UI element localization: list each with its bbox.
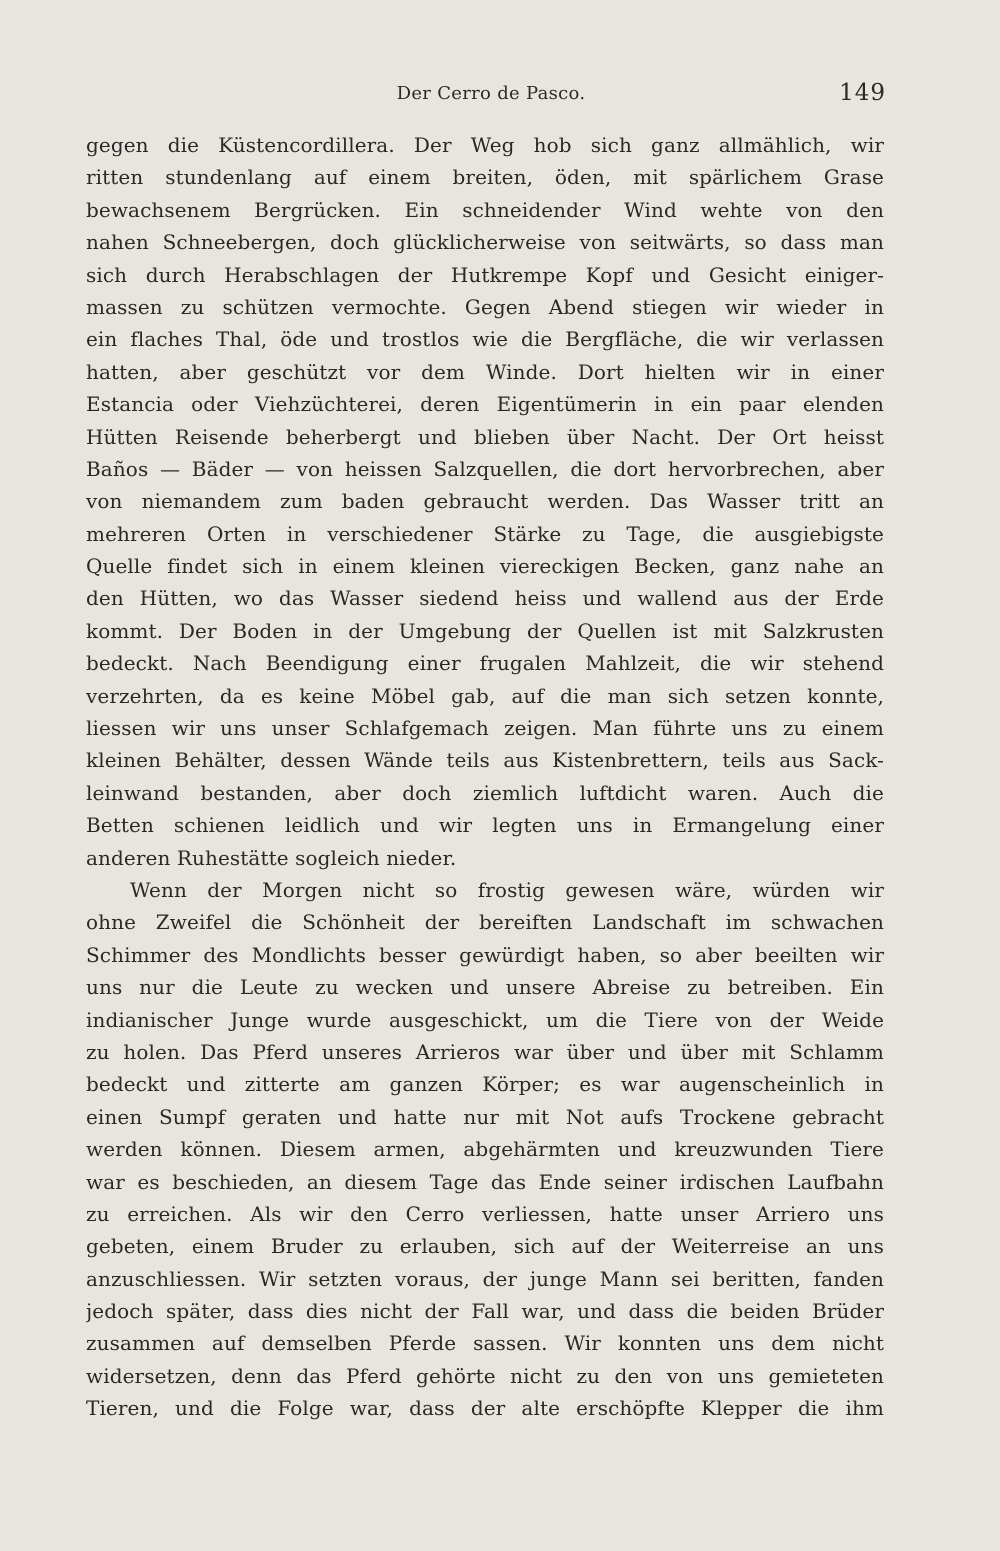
paragraph-start-line: Wenn der Morgen nicht so frostig gewesen wäre, würden wir: [130, 877, 884, 902]
text-line: Schimmer des Mondlichts besser gewürdigt haben, so aber beeilten wir: [86, 942, 884, 967]
text-line: gegen die Küstencordillera. Der Weg hob sich ganz allmählich, wir: [86, 133, 884, 157]
text-line: war es beschieden, an diesem Tage das Ende seiner irdischen Laufbahn: [86, 1169, 884, 1194]
text-line: zusammen auf demselben Pferde sassen. Wir konnten uns dem nicht: [86, 1331, 884, 1356]
text-line: indianischer Junge wurde ausgeschickt, um die Tiere von der Weide: [86, 1007, 884, 1032]
text-line: werden können. Diesem armen, abgehärmten und kreuzwunden Tiere: [86, 1137, 884, 1162]
text-line: ein flaches Thal, öde und trostlos wie die Bergfläche, die wir verlassen: [86, 327, 884, 352]
text-line: sich durch Herabschlagen der Hutkrempe Kopf und Gesicht einiger-: [86, 262, 884, 287]
text-line: ohne Zweifel die Schönheit der bereiften Landschaft im schwachen: [86, 910, 884, 935]
text-line: hatten, aber geschützt vor dem Winde. Dort hielten wir in einer: [86, 359, 884, 384]
body-text: [86, 129, 884, 1425]
text-line: zu holen. Das Pferd unseres Arrieros war über und über mit Schlamm: [86, 1039, 884, 1064]
text-line: Tieren, und die Folge war, dass der alte erschöpfte Klepper die ihm: [86, 1396, 884, 1421]
text-line: bedeckt und zitterte am ganzen Körper; es war augenscheinlich in: [86, 1072, 884, 1097]
text-line: liessen wir uns unser Schlafgemach zeigen. Man führte uns zu einem: [86, 716, 884, 741]
text-line: bewachsenem Bergrücken. Ein schneidender Wind wehte von den: [86, 197, 884, 222]
text-line: Baños — Bäder — von heissen Salzquellen, die dort hervorbrechen, aber: [86, 456, 884, 481]
text-line: uns nur die Leute zu wecken und unsere Abreise zu betreiben. Ein: [86, 975, 884, 1000]
text-line: den Hütten, wo das Wasser siedend heiss und wallend aus der Erde: [86, 586, 884, 611]
text-line: gebeten, einem Bruder zu erlauben, sich auf der Weiterreise an uns: [86, 1234, 884, 1259]
text-line: ritten stundenlang auf einem breiten, öden, mit spärlichem Grase: [86, 165, 884, 190]
paragraph-end-line: anderen Ruhestätte sogleich nieder.: [86, 845, 457, 870]
text-line: Estancia oder Viehzüchterei, deren Eigentümerin in ein paar elenden: [86, 392, 884, 417]
text-line: leinwand bestanden, aber doch ziemlich luftdicht waren. Auch die: [86, 780, 884, 805]
text-line: verzehrten, da es keine Möbel gab, auf die man sich setzen konnte,: [86, 683, 884, 708]
text-line: Hütten Reisende beherbergt und blieben über Nacht. Der Ort heisst: [86, 424, 884, 449]
text-line: Quelle findet sich in einem kleinen viereckigen Becken, ganz nahe an: [86, 554, 884, 579]
text-line: von niemandem zum baden gebraucht werden. Das Wasser tritt an: [86, 489, 884, 514]
text-line: kleinen Behälter, dessen Wände teils aus Kistenbrettern, teils aus Sack-: [86, 748, 884, 773]
text-line: anzuschliessen. Wir setzten voraus, der junge Mann sei beritten, fanden: [86, 1266, 884, 1291]
running-title: Der Cerro de Pasco.: [396, 83, 586, 104]
text-line: massen zu schützen vermochte. Gegen Abend stiegen wir wieder in: [86, 294, 884, 319]
text-line: einen Sumpf geraten und hatte nur mit Not aufs Trockene gebracht: [86, 1104, 884, 1129]
page-number: 149: [839, 80, 886, 106]
running-head: [86, 80, 884, 110]
text-line: bedeckt. Nach Beendigung einer frugalen Mahlzeit, die wir stehend: [86, 651, 884, 676]
text-line: Betten schienen leidlich und wir legten uns in Ermangelung einer: [86, 813, 884, 838]
text-line: mehreren Orten in verschiedener Stärke zu Tage, die ausgiebigste: [86, 521, 884, 546]
text-line: zu erreichen. Als wir den Cerro verliessen, hatte unser Arriero uns: [86, 1201, 884, 1226]
text-line: jedoch später, dass dies nicht der Fall war, und dass die beiden Brüder: [86, 1299, 884, 1324]
text-line: kommt. Der Boden in der Umgebung der Quellen ist mit Salzkrusten: [86, 618, 884, 643]
text-line: widersetzen, denn das Pferd gehörte nicht zu den von uns gemieteten: [86, 1363, 884, 1388]
text-line: nahen Schneebergen, doch glücklicherweise von seitwärts, so dass man: [86, 230, 884, 255]
